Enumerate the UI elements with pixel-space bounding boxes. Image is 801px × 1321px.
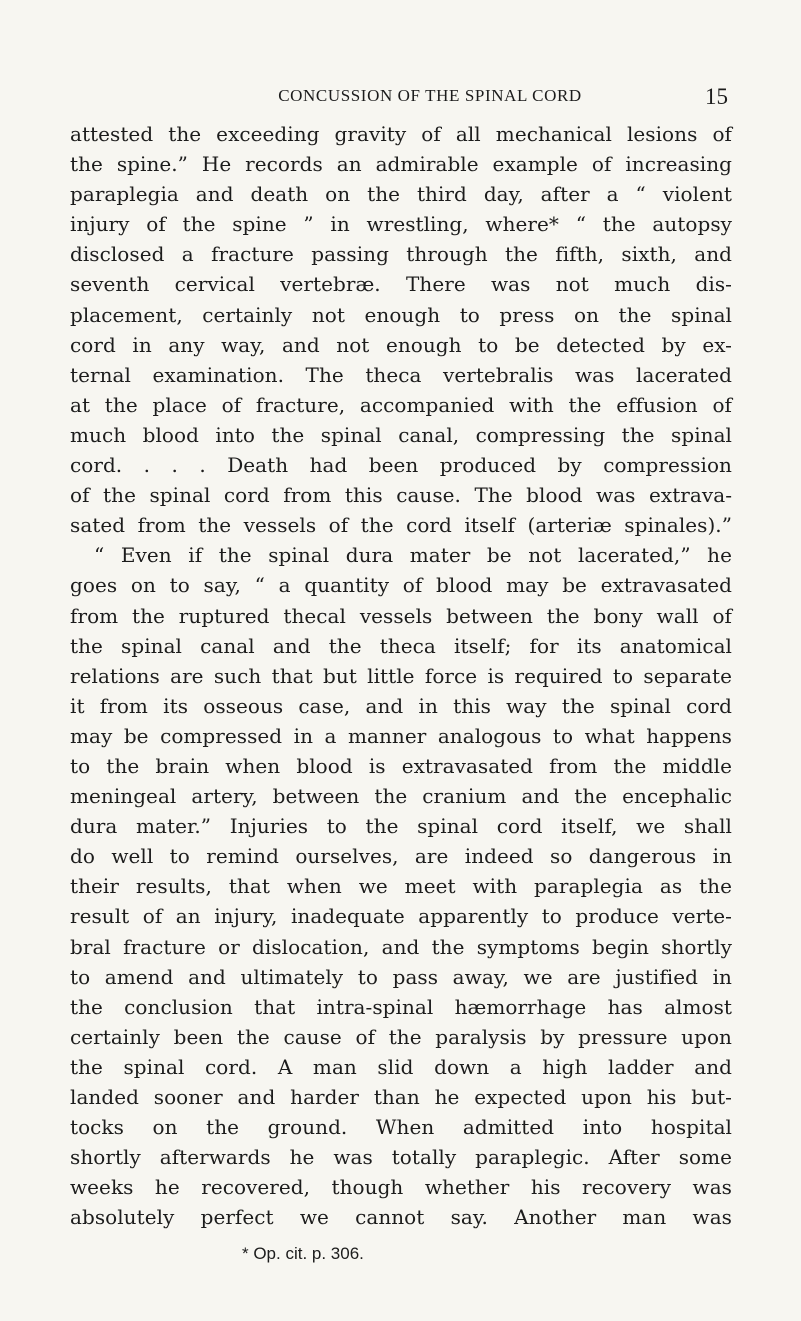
text-line: injury of the spine ” in wrestling, where* “ the autopsy <box>70 212 732 237</box>
running-title: CONCUSSION OF THE SPINAL CORD <box>278 86 582 105</box>
text-line: at the place of fracture, accompanied with the effusion of <box>70 392 732 417</box>
text-line: disclosed a fracture passing through the fifth, sixth, and <box>70 242 732 267</box>
text-line: bral fracture or dislocation, and the symptoms begin shortly <box>70 934 732 959</box>
text-line: cord in any way, and not enough to be detected by ex- <box>70 332 732 357</box>
text-line: cord. . . . Death had been produced by compression <box>70 453 732 478</box>
text-line: result of an injury, inadequate apparently to produce verte- <box>70 904 732 929</box>
page-number: 15 <box>705 84 728 109</box>
text-line: meningeal artery, between the cranium and the encephalic <box>70 784 732 809</box>
text-line: much blood into the spinal canal, compressing the spinal <box>70 422 732 447</box>
text-line: to amend and ultimately to pass away, we are justified in <box>70 964 732 989</box>
text-line: shortly afterwards he was totally paraplegic. After some <box>70 1145 732 1170</box>
text-line: sated from the vessels of the cord itself (arteriæ spinales).” <box>70 513 732 538</box>
footnote: * Op. cit. p. 306. <box>242 1244 364 1263</box>
text-line: certainly been the cause of the paralysis by pressure upon <box>70 1024 732 1049</box>
text-line: it from its osseous case, and in this way the spinal cord <box>70 693 732 718</box>
text-line: from the ruptured thecal vessels between the bony wall of <box>70 603 732 628</box>
text-line: do well to remind ourselves, are indeed so dangerous in <box>70 844 732 869</box>
text-line: tocks on the ground. When admitted into hospital <box>70 1115 732 1140</box>
text-line: landed sooner and harder than he expected upon his but- <box>70 1085 732 1109</box>
text-line: ternal examination. The theca vertebralis was lacerated <box>70 362 732 387</box>
text-line: their results, that when we meet with paraplegia as the <box>70 874 732 899</box>
text-line: paraplegia and death on the third day, after a “ violent <box>70 182 732 207</box>
text-line: of the spinal cord from this cause. The blood was extrava- <box>70 483 732 508</box>
text-line: relations are such that but little force is required to separate <box>70 663 732 688</box>
text-line: dura mater.” Injuries to the spinal cord itself, we shall <box>70 814 732 839</box>
text-line: the conclusion that intra-spinal hæmorrhage has almost <box>70 994 732 1019</box>
text-line: placement, certainly not enough to press on the spinal <box>70 302 732 327</box>
text-line: absolutely perfect we cannot say. Another man was <box>70 1205 732 1230</box>
text-line: may be compressed in a manner analogous to what happens <box>70 723 732 748</box>
text-line: attested the exceeding gravity of all mechanical lesions of <box>70 122 732 146</box>
text-line: the spine.” He records an admirable example of increasing <box>70 152 732 177</box>
text-line: goes on to say, “ a quantity of blood may be extravasated <box>70 573 732 598</box>
text-line: the spinal canal and the theca itself; for its anatomical <box>70 633 732 658</box>
text-line: seventh cervical vertebræ. There was not much dis- <box>70 272 732 297</box>
text-line: weeks he recovered, though whether his recovery was <box>70 1175 732 1200</box>
text-line: the spinal cord. A man slid down a high ladder and <box>70 1054 732 1079</box>
body-text <box>70 119 732 1232</box>
text-line: “ Even if the spinal dura mater be not lacerated,” he <box>94 543 732 568</box>
text-line: to the brain when blood is extravasated from the middle <box>70 753 732 778</box>
